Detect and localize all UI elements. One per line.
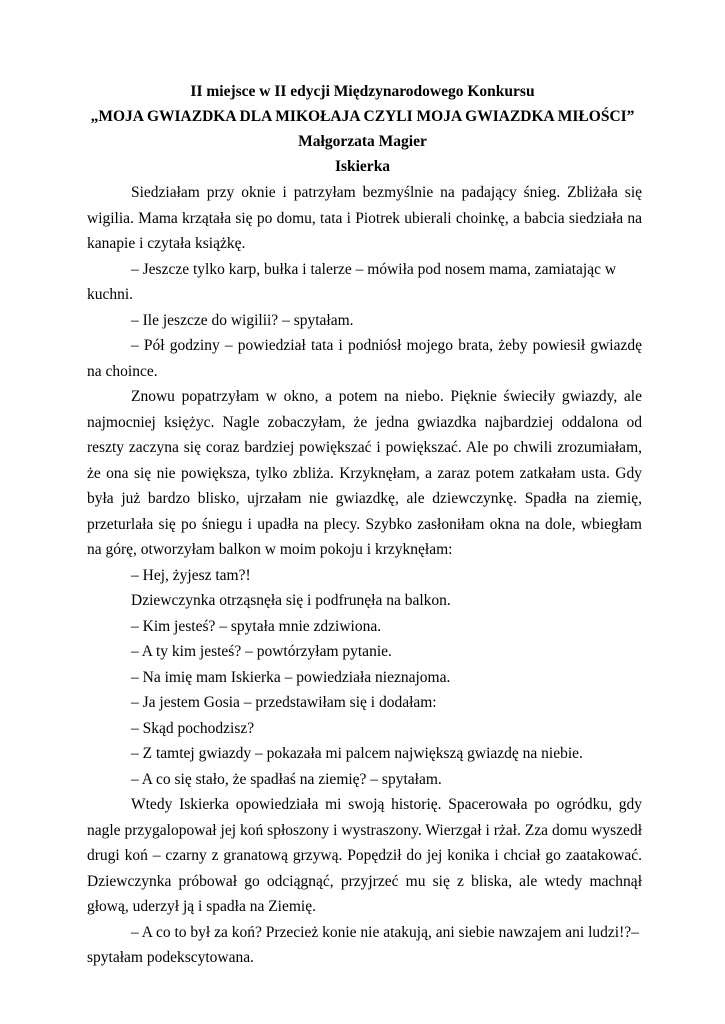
story-title: Iskierka (334, 158, 391, 175)
paragraph-13: – Z tamtej gwiazdy – pokazała mi palcem największą gwiazdę na niebie. (131, 745, 583, 762)
paragraph-8: – Kim jesteś? – spytała mnie zdziwiona. (131, 617, 382, 635)
paragraph-1: Siedziałam przy oknie i patrzyłam bezmyślnie na padający śnieg. Zbliżała się wigilia. Mama krzątała się po domu, tata i Piotrek ubierali choinkę, a babcia siedziała na kanapie i czytała książkę. (87, 184, 642, 252)
contest-line: II miejsce w II edycji Międzynarodowego Konkursu (190, 83, 535, 100)
contest-title: „MOJA GWIAZDKA DLA MIKOŁAJA CZYLI MOJA GWIAZDKA MIŁOŚCI” (90, 108, 635, 125)
paragraph-11: – Ja jestem Gosia – przedstawiłam się i dodałam: (131, 694, 437, 711)
paragraph-12: – Skąd pochodzisz? (131, 719, 255, 737)
author-name: Małgorzata Magier (298, 133, 427, 150)
document-header (0, 80, 725, 180)
story-body (87, 180, 642, 971)
paragraph-16: – A co to był za koń? Przecież konie nie atakują, ani siebie nawzajem ani ludzi!?– spytałam podekscytowana. (87, 923, 639, 966)
paragraph-3: – Ile jeszcze do wigilii? – spytałam. (131, 311, 354, 329)
paragraph-7: Dziewczynka otrząsnęła się i podfrunęła na balkon. (131, 592, 451, 609)
paragraph-4: – Pół godziny – powiedział tata i podniósł mojego brata, żeby powiesił gwiazdę na choince. (87, 337, 642, 380)
paragraph-2: – Jeszcze tylko karp, bułka i talerze – mówiła pod nosem mama, zamiatając w kuchni. (87, 260, 617, 303)
paragraph-15: Wtedy Iskierka opowiedziała mi swoją historię. Spacerowała po ogródku, gdy nagle przygalopował jej koń spłoszony i wystraszony. Wierzgał i rżał. Zza domu wyszedł drugi koń – czarny z granatową grzywą. Popędził do jej konika i chciał go zaatakować. Dziewczynka próbował go odciągnąć, przyjrzeć mu się z bliska, ale wtedy machnął głową, uderzył ją i spadła na Ziemię. (87, 796, 642, 915)
paragraph-10: – Na imię mam Iskierka – powiedziała nieznajoma. (131, 668, 451, 686)
paragraph-9: – A ty kim jesteś? – powtórzyłam pytanie. (131, 643, 392, 660)
paragraph-6: – Hej, żyjesz tam?! (131, 566, 251, 584)
paragraph-5: Znowu popatrzyłam w okno, a potem na niebo. Pięknie świeciły gwiazdy, ale najmocniej księżyc. Nagle zobaczyłam, że jedna gwiazdka najbardziej oddalona od reszty zaczyna się coraz bardziej powiększać i powiększać. Ale po chwili zrozumiałam, że ona się nie powiększa, tylko zbliża. Krzyknęłam, a zaraz potem zatkałam usta. Gdy była już bardzo blisko, ujrzałam nie gwiazdkę, ale dziewczynkę. Spadła na ziemię, przeturlała się po śniegu i upadła na plecy. Szybko zasłoniłam okna na dole, wbiegłam na górę, otworzyłam balkon w moim pokoju i krzyknęłam: (87, 388, 642, 558)
paragraph-14: – A co się stało, że spadłaś na ziemię? – spytałam. (131, 770, 442, 788)
